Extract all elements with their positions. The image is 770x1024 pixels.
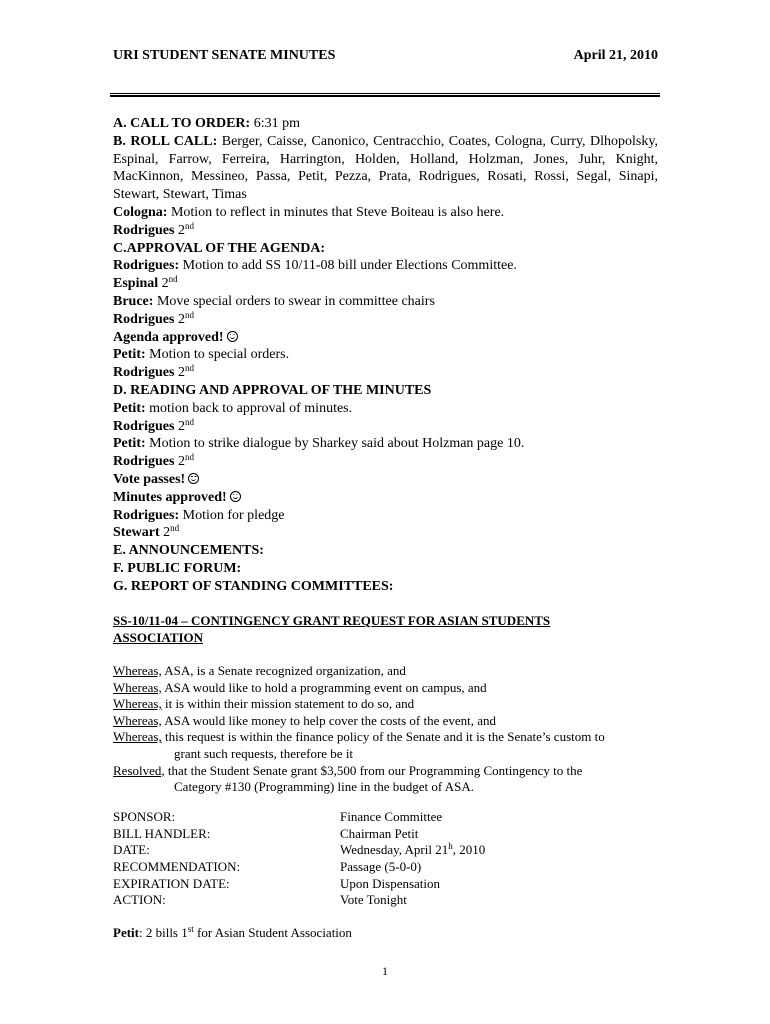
motion-line: Rodrigues: Motion for pledge [113, 507, 285, 523]
bill-title: SS-10/11-04 – CONTINGENCY GRANT REQUEST FOR ASIAN STUDENTS ASSOCIATION [113, 613, 551, 645]
header-rule-thin [110, 93, 660, 94]
second-line: Rodrigues 2nd [113, 452, 194, 470]
second-line: Rodrigues 2nd [113, 363, 194, 381]
motion-line: Rodrigues: Motion to add SS 10/11-08 bill under Elections Committee. [113, 258, 517, 274]
bill-metadata [113, 809, 658, 909]
page-header [113, 48, 658, 68]
page-number: 1 [382, 964, 388, 978]
header-rule-thick [110, 95, 660, 97]
motion-line: Cologna: Motion to reflect in minutes that Steve Boiteau is also here. [113, 204, 505, 220]
meta-row-handler: BILL HANDLER: Chairman Petit [113, 825, 419, 841]
roll-call: B. ROLL CALL: Berger, Caisse, Canonico, Centracchio, Coates, Cologna, Curry, Dlhopolsky, Espinal, Farrow, Ferreira, Harrington, Holden, Holland, Holzman, Jones, Juhr, Knight, MacKinnon, Messineo, Passa, Petit, Pezza, Prata, Rodrigues, Rosati, Rossi, Segal, Sinapi, Stewart, Stewart, Timas [113, 133, 658, 203]
call-to-order: A. CALL TO ORDER: 6:31 pm [113, 116, 300, 131]
result-line: Agenda approved! [113, 329, 658, 347]
whereas-clause: Whereas, it is within their mission statement to do so, and [113, 696, 415, 712]
whereas-clause: Whereas, this request is within the finance policy of the Senate and it is the Senate’s custom to [113, 729, 605, 745]
whereas-clauses [113, 663, 658, 796]
meta-row-recommendation: RECOMMENDATION: Passage (5-0-0) [113, 859, 422, 875]
smiley-icon [227, 331, 238, 342]
whereas-clause: Whereas, ASA would like to hold a programming event on campus, and [113, 679, 487, 695]
document-date: April 21, 2010 [573, 48, 658, 63]
section-heading: F. PUBLIC FORUM: [113, 560, 242, 576]
second-line: Rodrigues 2nd [113, 309, 194, 327]
motion-line: Petit: Motion to special orders. [113, 347, 290, 363]
whereas-continuation: grant such requests, therefore be it [174, 745, 354, 761]
resolved-clause: Resolved, that the Student Senate grant $3,500 from our Programming Contingency to the [113, 762, 583, 778]
section-heading: C.APPROVAL OF THE AGENDA: [113, 240, 326, 256]
meta-row-action: ACTION: Vote Tonight [113, 892, 407, 908]
result-line: Minutes approved! [113, 489, 658, 507]
second-line: Rodrigues 2nd [113, 416, 194, 434]
result-line: Vote passes! [113, 471, 658, 489]
motion-line: Bruce: Move special orders to swear in committee chairs [113, 293, 435, 309]
section-heading: E. ANNOUNCEMENTS: [113, 543, 264, 559]
second-line: Stewart 2nd [113, 523, 180, 541]
second-line: Rodrigues 2nd [113, 220, 194, 238]
document-title: URI STUDENT SENATE MINUTES [113, 48, 336, 63]
meta-row-date: DATE: Wednesday, April 21$^h$, 2010 [113, 841, 486, 858]
resolved-continuation: Category #130 (Programming) line in the budget of ASA. [174, 779, 475, 795]
whereas-clause: Whereas, ASA, is a Senate recognized organization, and [113, 663, 406, 678]
section-heading: G. REPORT OF STANDING COMMITTEES: [113, 578, 394, 594]
meta-row-sponsor: SPONSOR: Finance Committee [113, 809, 443, 824]
section-heading: D. READING AND APPROVAL OF THE MINUTES [113, 382, 432, 398]
meta-row-expiration: EXPIRATION DATE: Upon Dispensation [113, 875, 441, 891]
second-line: Espinal 2nd [113, 274, 178, 292]
motion-line: Petit: Motion to strike dialogue by Sharkey said about Holzman page 10. [113, 436, 525, 452]
whereas-clause: Whereas, ASA would like money to help cover the costs of the event, and [113, 712, 497, 728]
minutes-body [113, 115, 658, 596]
closing-line: Petit: 2 bills 1st for Asian Student Association [113, 924, 352, 940]
smiley-icon [230, 491, 241, 502]
motion-line: Petit: motion back to approval of minutes. [113, 400, 353, 416]
smiley-icon [188, 473, 199, 484]
